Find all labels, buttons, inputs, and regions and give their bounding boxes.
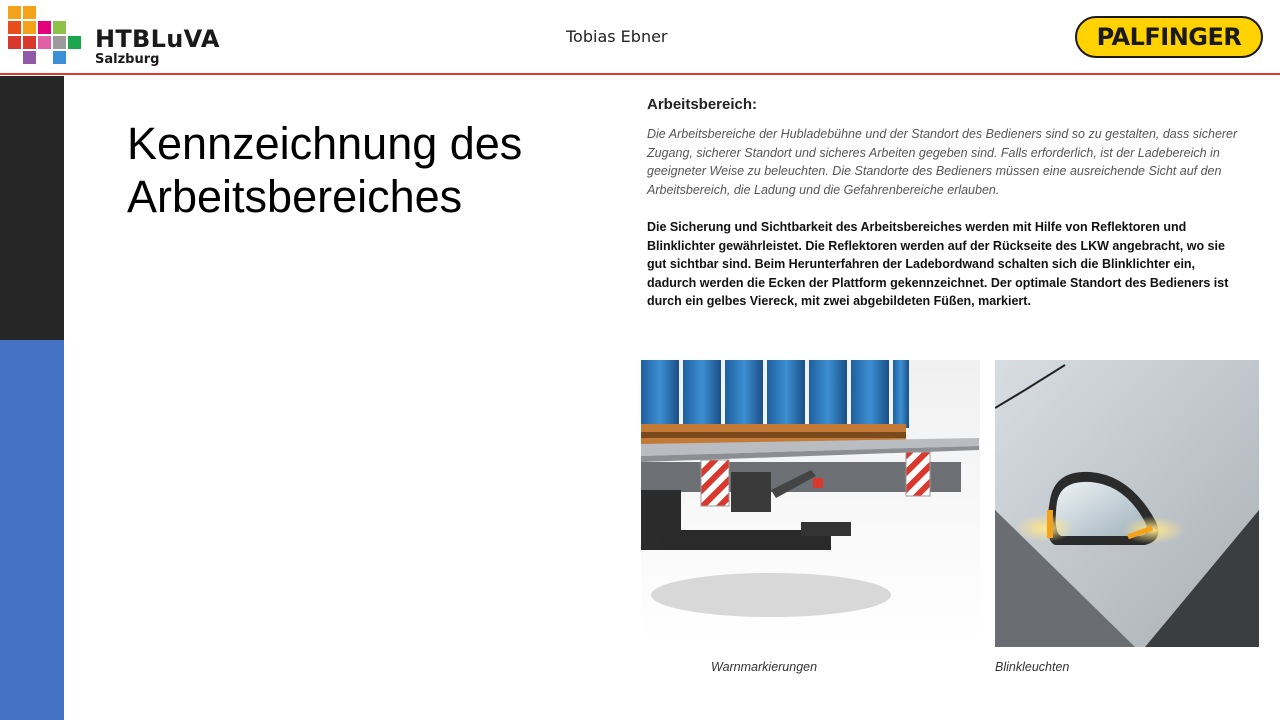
slide-header — [0, 0, 1280, 75]
warning-markings-image — [641, 360, 980, 645]
italic-paragraph: Die Arbeitsbereiche der Hubladebühne und der Standort des Bedieners sind so zu gestalten, dass sicherer Zugang, sicherer Standort und sicheres Arbeiten gegeben sind. Falls erforderlich, ist der Ladebereich in geeigneter Weise zu beleuchten. Die Standorte des Bedieners müssen eine ausreichende Sicht auf den Arbeitsbereich, die Ladung und die Gefahrenbereiche erlauben. — [647, 127, 1238, 197]
section-heading: Arbeitsbereich: — [647, 96, 758, 113]
blinking-lights-image — [995, 360, 1259, 647]
school-logo-mosaic-icon — [8, 6, 84, 66]
header-divider — [0, 73, 1280, 75]
side-bar-blue — [0, 340, 64, 720]
side-bar-dark — [0, 76, 64, 340]
school-city: Salzburg — [95, 52, 160, 67]
author-name: Tobias Ebner — [566, 27, 668, 46]
slide-title-line-1: Kennzeichnung des — [127, 118, 523, 169]
bold-paragraph: Die Sicherung und Sichtbarkeit des Arbeitsbereiches werden mit Hilfe von Reflektoren und Blinklichter gewährleistet. Die Reflektoren werden auf der Rückseite des LKW angebracht, wo sie gut sichtbar sind. Beim Herunterfahren der Ladebordwand schalten sich die Blinklichter ein, dadurch werden die Ecken der Plattform gekennzeichnet. Der optimale Standort des Bedieners ist durch ein gelbes Viereck, mit zwei abgebildeten Füßen, markiert. — [647, 220, 1229, 308]
brand-logo-text: PALFINGER — [1096, 23, 1242, 51]
slide-title — [127, 117, 597, 223]
school-logo-text — [95, 26, 220, 67]
slide-title-line-2: Arbeitsbereiches — [127, 171, 463, 222]
school-name: HTBLuVA — [95, 25, 220, 53]
left-image-caption: Warnmarkierungen — [711, 660, 818, 674]
right-image-caption: Blinkleuchten — [995, 660, 1070, 674]
brand-logo — [1075, 16, 1263, 58]
content-text-block — [647, 96, 1247, 311]
